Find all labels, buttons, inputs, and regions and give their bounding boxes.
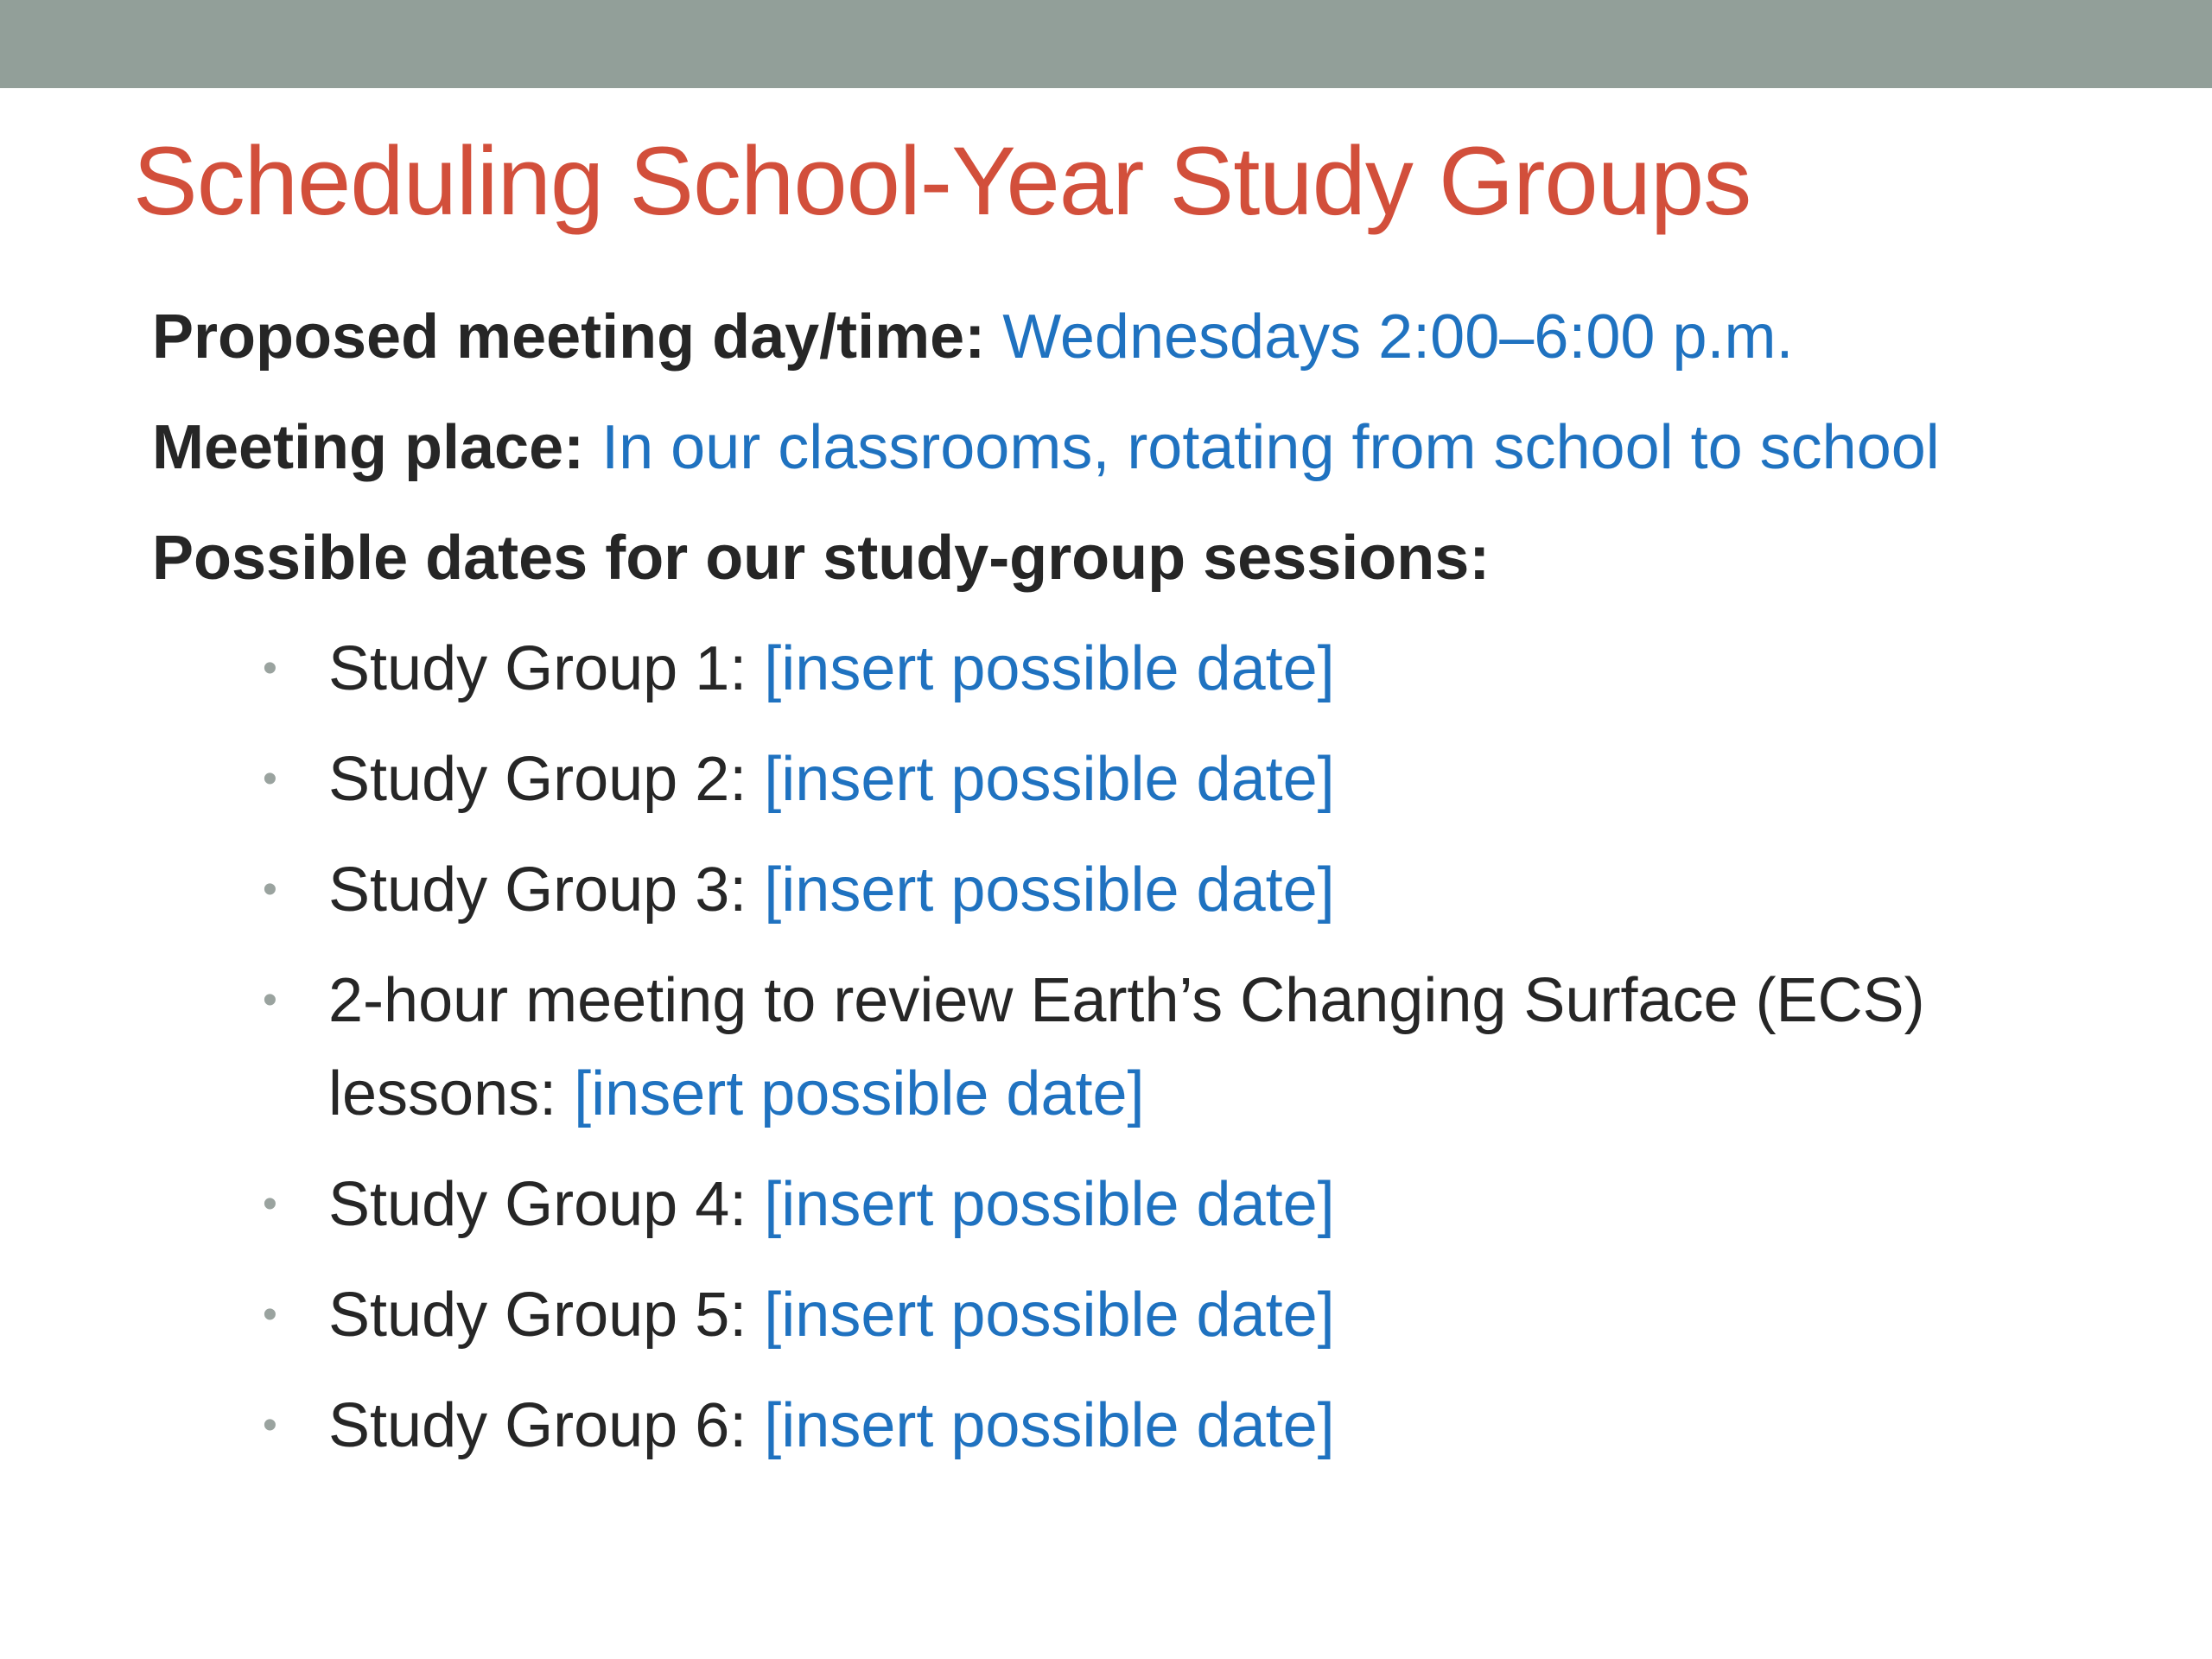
dates-heading: [152, 512, 2139, 605]
bullet-icon: •: [263, 1402, 277, 1448]
date-item-label: Study Group 6:: [328, 1391, 747, 1460]
date-item-label: Study Group 3:: [328, 855, 747, 925]
list-item: [152, 733, 2139, 826]
date-item-label: 2-hour meeting to review Earth’s Changing Surface (ECS) lessons:: [328, 966, 1925, 1128]
meeting-place-line: [152, 401, 2139, 494]
meeting-place-value: In our classrooms, rotating from school to school: [601, 413, 1940, 482]
date-item-label: Study Group 5:: [328, 1281, 747, 1350]
bullet-icon: •: [263, 1292, 277, 1338]
date-item-value: [insert possible date]: [764, 1281, 1335, 1350]
date-item-value: [insert possible date]: [764, 1170, 1335, 1239]
date-item-value: [insert possible date]: [764, 855, 1335, 925]
dates-list: [152, 622, 2139, 1472]
list-item: [152, 1379, 2139, 1472]
dates-heading-label: Possible dates for our study-group sessions:: [152, 524, 1491, 593]
meeting-time-line: [152, 290, 2139, 384]
list-item: [152, 843, 2139, 937]
date-item-value: [insert possible date]: [764, 745, 1335, 814]
date-item-value: [insert possible date]: [764, 634, 1335, 703]
date-item-value: [insert possible date]: [574, 1059, 1145, 1128]
bullet-icon: •: [263, 1181, 277, 1227]
bullet-icon: •: [263, 645, 277, 691]
date-item-label: Study Group 4:: [328, 1170, 747, 1239]
meeting-place-label: Meeting place:: [152, 413, 585, 482]
bullet-icon: •: [263, 977, 277, 1023]
bullet-icon: •: [263, 756, 277, 802]
slide-body: [152, 290, 2139, 1490]
list-item: [152, 954, 2139, 1141]
bullet-icon: •: [263, 867, 277, 912]
list-item: [152, 1158, 2139, 1251]
date-item-label: Study Group 2:: [328, 745, 747, 814]
date-item-label: Study Group 1:: [328, 634, 747, 703]
list-item: [152, 1268, 2139, 1362]
slide-title: Scheduling School-Year Study Groups: [133, 127, 1751, 235]
meeting-time-value: Wednesdays 2:00–6:00 p.m.: [1002, 302, 1794, 372]
date-item-value: [insert possible date]: [764, 1391, 1335, 1460]
meeting-time-label: Proposed meeting day/time:: [152, 302, 986, 372]
slide-header-bar: [0, 0, 2212, 88]
list-item: [152, 622, 2139, 715]
